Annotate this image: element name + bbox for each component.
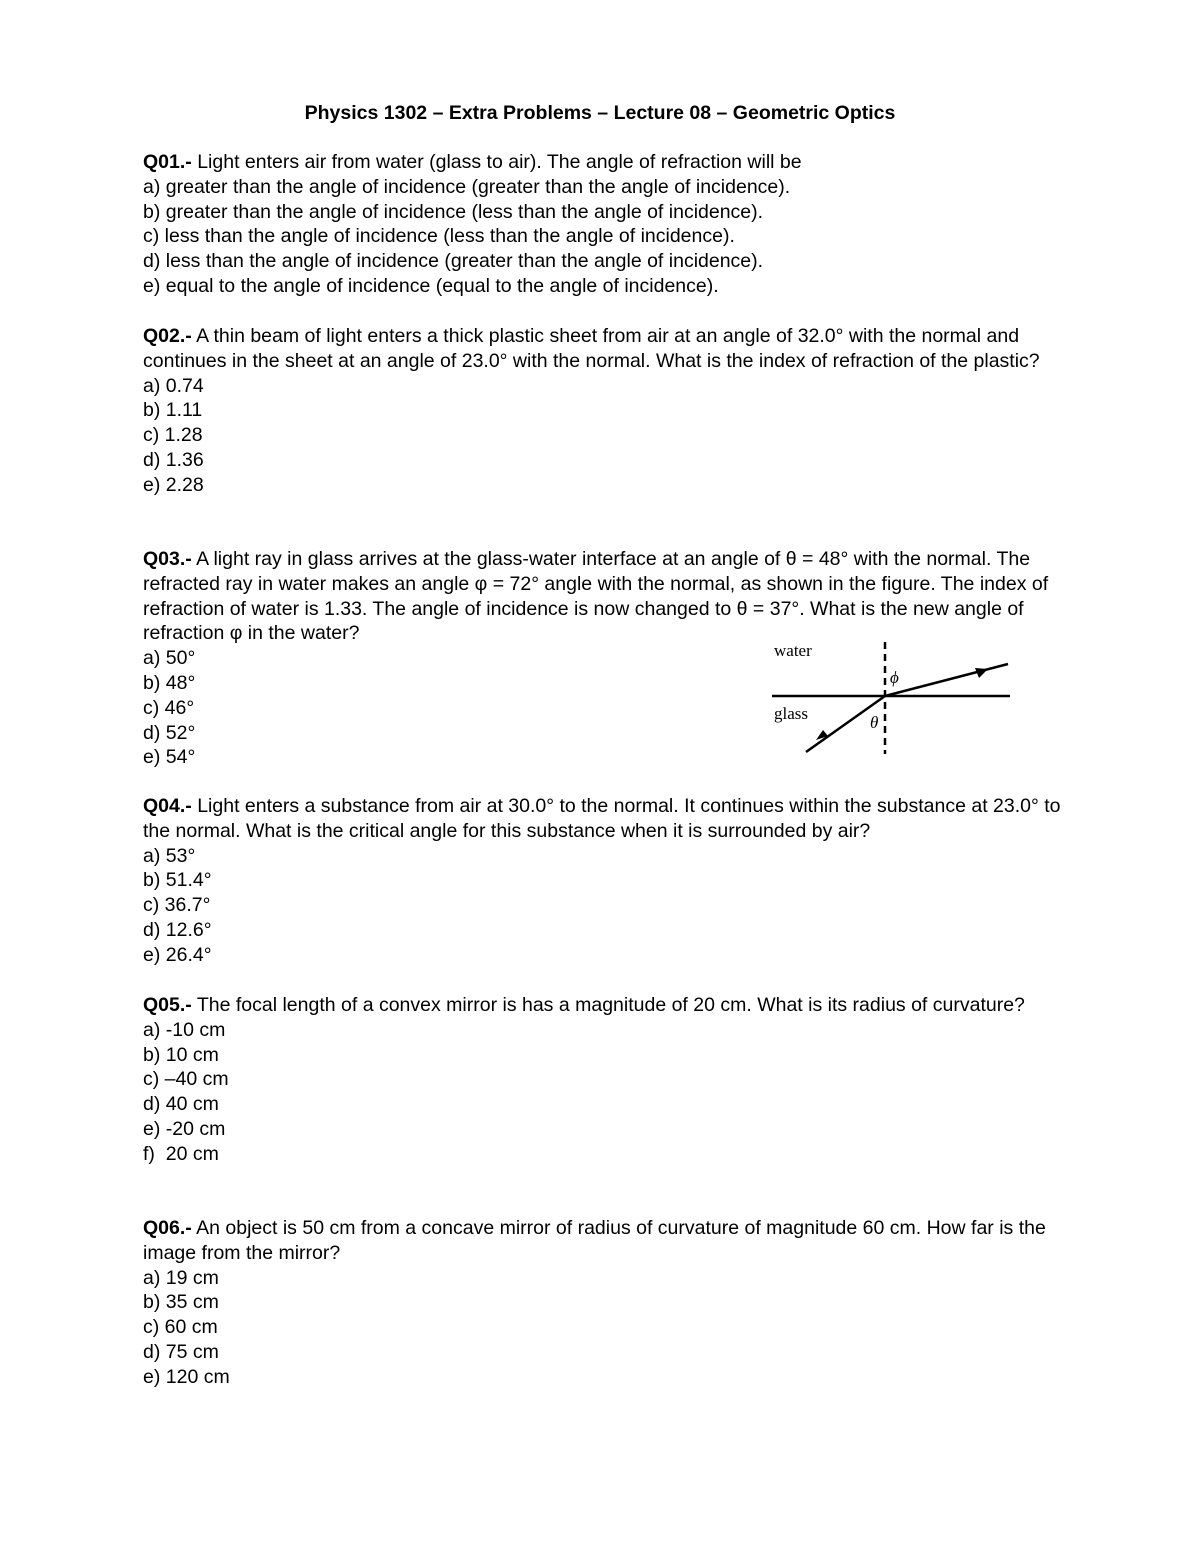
question-stem [143, 1216, 1073, 1266]
question-id: Q01.- [143, 151, 192, 173]
question-6 [143, 1216, 1073, 1390]
question-5 [143, 993, 1073, 1167]
option-f: f) 20 cm [143, 1142, 219, 1165]
water-label: water [774, 641, 812, 660]
glass-label: glass [774, 704, 808, 723]
question-text: A thin beam of light enters a thick plastic sheet from air at an angle of 32.0° with the normal and continues in the sheet at an angle of 23.0° with the normal. What is the index of refraction of the plastic? [143, 325, 1040, 372]
option-b: b) 51.4° [143, 869, 212, 892]
option-c: c) –40 cm [143, 1068, 229, 1091]
question-id: Q04.- [143, 795, 192, 817]
option-b: b) greater than the angle of incidence (less than the angle of incidence). [143, 200, 764, 223]
option-e: e) equal to the angle of incidence (equal to the angle of incidence). [143, 274, 719, 297]
phi-label: ϕ [890, 668, 899, 687]
question-text: Light enters air from water (glass to air). The angle of refraction will be [191, 151, 802, 173]
option-b: b) 1.11 [143, 399, 203, 422]
question-text: A light ray in glass arrives at the glass-water interface at an angle of θ = 48° with the normal. The refracted ray in water makes an angle φ = 72° angle with the normal, as shown in the figure. The index of refraction of water is 1.33. The angle of incidence is now changed to θ = 37°. What is the new angle of refraction φ in the water? [143, 548, 1049, 645]
option-a: a) 50° [143, 647, 196, 670]
option-e: e) 2.28 [143, 473, 204, 496]
refracted-ray [885, 664, 1008, 696]
option-e: e) 26.4° [143, 943, 212, 966]
option-c: c) 46° [143, 696, 195, 719]
question-1 [143, 150, 1073, 299]
theta-label: θ [870, 713, 879, 732]
option-c: c) 60 cm [143, 1316, 218, 1339]
question-id: Q06.- [143, 1217, 192, 1239]
question-stem [143, 324, 1073, 374]
question-4 [143, 794, 1073, 968]
option-e: e) -20 cm [143, 1117, 226, 1140]
option-d: d) 40 cm [143, 1093, 219, 1116]
option-a: a) 19 cm [143, 1266, 219, 1289]
refraction-diagram [768, 636, 1018, 766]
question-text: The focal length of a convex mirror is has a magnitude of 20 cm. What is its radius of curvature? [191, 994, 1025, 1016]
question-2 [143, 324, 1073, 498]
option-a: a) greater than the angle of incidence (greater than the angle of incidence). [143, 175, 791, 198]
refraction-diagram-svg [768, 636, 1018, 766]
option-d: d) 1.36 [143, 448, 204, 471]
option-b: b) 35 cm [143, 1291, 219, 1314]
question-stem [143, 547, 1073, 646]
option-e: e) 120 cm [143, 1365, 230, 1388]
option-a: a) -10 cm [143, 1018, 226, 1041]
option-d: d) less than the angle of incidence (greater than the angle of incidence). [143, 250, 764, 273]
question-text: Light enters a substance from air at 30.0° to the normal. It continues within the substance at 23.0° to the normal. What is the critical angle for this substance when it is surrounded by air? [143, 795, 1061, 842]
option-e: e) 54° [143, 746, 196, 769]
question-text: An object is 50 cm from a concave mirror of radius of curvature of magnitude 60 cm. How far is the image from the mirror? [143, 1217, 1046, 1264]
option-a: a) 53° [143, 844, 196, 867]
question-id: Q02.- [143, 325, 192, 347]
question-stem [143, 794, 1073, 844]
option-a: a) 0.74 [143, 374, 204, 397]
option-b: b) 10 cm [143, 1043, 219, 1066]
question-id: Q03.- [143, 548, 192, 570]
option-b: b) 48° [143, 671, 196, 694]
page-title: Physics 1302 – Extra Problems – Lecture 08 – Geometric Optics [304, 102, 896, 124]
option-d: d) 75 cm [143, 1340, 219, 1363]
option-d: d) 52° [143, 721, 196, 744]
question-stem [143, 993, 1073, 1018]
option-d: d) 12.6° [143, 918, 212, 941]
question-id: Q05.- [143, 994, 192, 1016]
option-c: c) 1.28 [143, 424, 203, 447]
option-c: c) less than the angle of incidence (less than the angle of incidence). [143, 225, 735, 248]
option-c: c) 36.7° [143, 894, 211, 917]
question-stem [143, 150, 1073, 175]
